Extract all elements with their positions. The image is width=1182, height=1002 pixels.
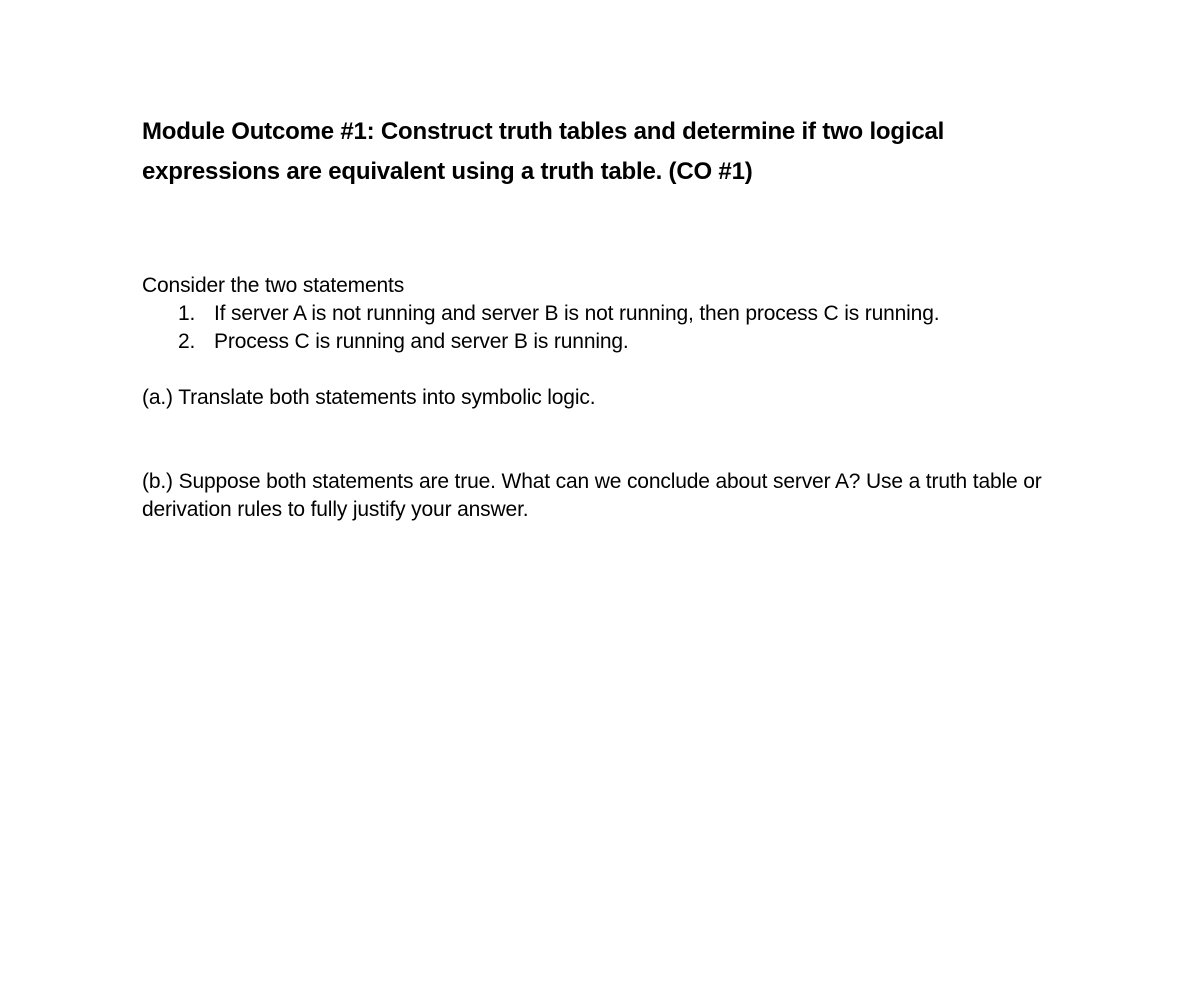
statement-number: 2. — [178, 330, 196, 353]
question-part-a: (a.) Translate both statements into symbolic logic. — [142, 386, 596, 409]
question-part-b: (b.) Suppose both statements are true. What can we conclude about server A? Use a truth table or derivation rules to fully justify your answer. — [142, 470, 1042, 521]
module-outcome-heading: Module Outcome #1: Construct truth tables and determine if two logical expressions are equivalent using a truth table. (CO #1) — [142, 118, 945, 185]
intro-text: Consider the two statements — [142, 274, 405, 297]
statement-number: 1. — [178, 302, 196, 325]
statement-text: If server A is not running and server B is not running, then process C is running. — [214, 302, 940, 325]
document-page — [142, 112, 1082, 524]
statement-number-container — [142, 300, 214, 328]
statement-number-container — [142, 328, 214, 356]
statement-list — [142, 300, 1082, 356]
statement-text: Process C is running and server B is running. — [214, 330, 629, 353]
statement-item-2 — [142, 328, 1082, 356]
statement-item-1 — [142, 300, 1082, 328]
